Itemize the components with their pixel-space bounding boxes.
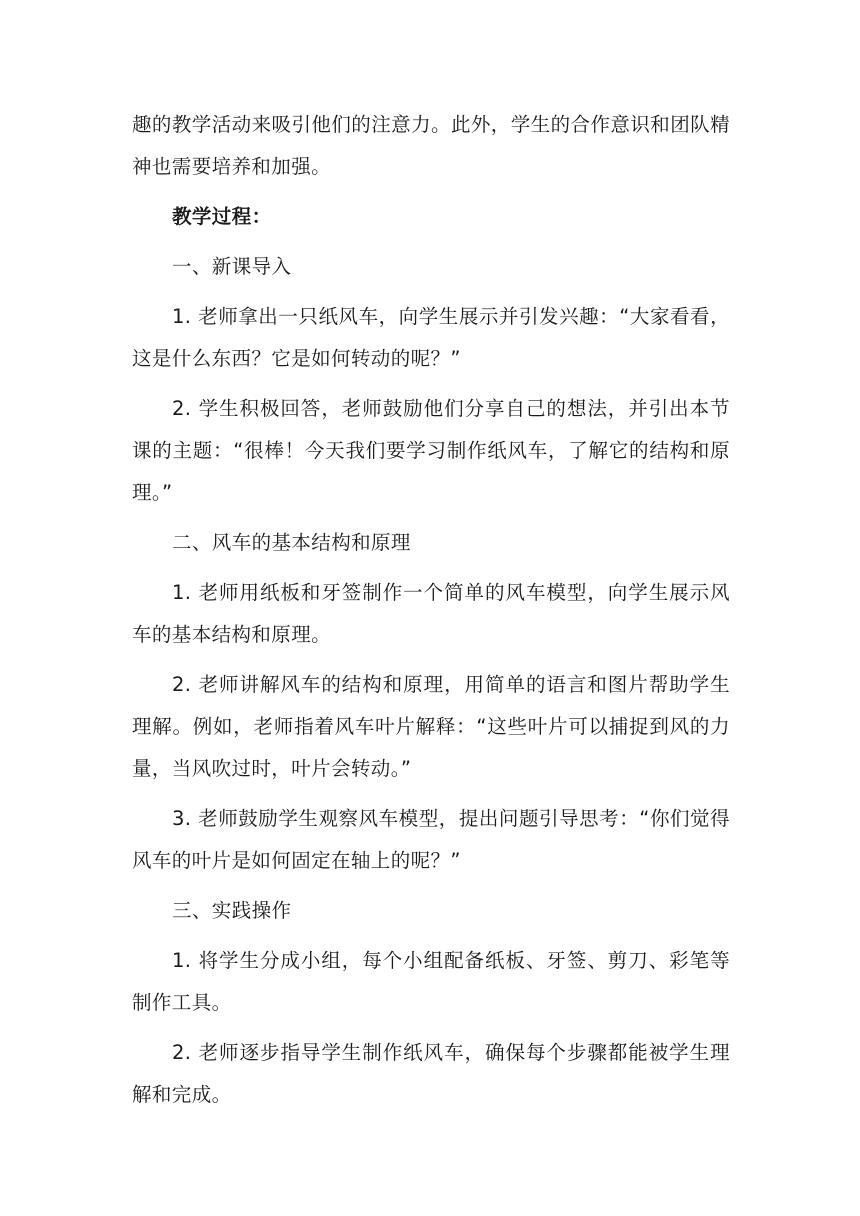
section-title-practice: 三、实践操作	[172, 899, 292, 922]
paragraph-item: 2. 老师讲解风车的结构和原理，用简单的语言和图片帮助学生理解。例如，老师指着风车叶片解释：“这些叶片可以捕捉到风的力量，当风吹过时，叶片会转动。”	[132, 673, 730, 780]
section-title-structure: 二、风车的基本结构和原理	[172, 531, 411, 554]
paragraph-intro-continuation: 趣的教学活动来吸引他们的注意力。此外，学生的合作意识和团队精神也需要培养和加强。	[132, 113, 730, 178]
paragraph-item: 2. 老师逐步指导学生制作纸风车，确保每个步骤都能被学生理解和完成。	[132, 1041, 730, 1106]
document-body	[132, 104, 730, 1124]
paragraph-item: 1. 老师用纸板和牙签制作一个简单的风车模型，向学生展示风车的基本结构和原理。	[132, 581, 730, 646]
paragraph-item: 1. 老师拿出一只纸风车，向学生展示并引发兴趣：“大家看看，这是什么东西？它是如何转动的呢？”	[132, 305, 730, 370]
heading-teaching-process: 教学过程：	[172, 205, 272, 228]
paragraph-item: 1. 将学生分成小组，每个小组配备纸板、牙签、剪刀、彩笔等制作工具。	[132, 949, 730, 1014]
paragraph-item: 3. 老师鼓励学生观察风车模型，提出问题引导思考：“你们觉得风车的叶片是如何固定在轴上的呢？”	[132, 807, 730, 872]
section-title-new-lesson: 一、新课导入	[172, 255, 292, 278]
paragraph-item: 2. 学生积极回答，老师鼓励他们分享自己的想法，并引出本节课的主题：“很棒！今天我们要学习制作纸风车，了解它的结构和原理。”	[132, 397, 730, 504]
